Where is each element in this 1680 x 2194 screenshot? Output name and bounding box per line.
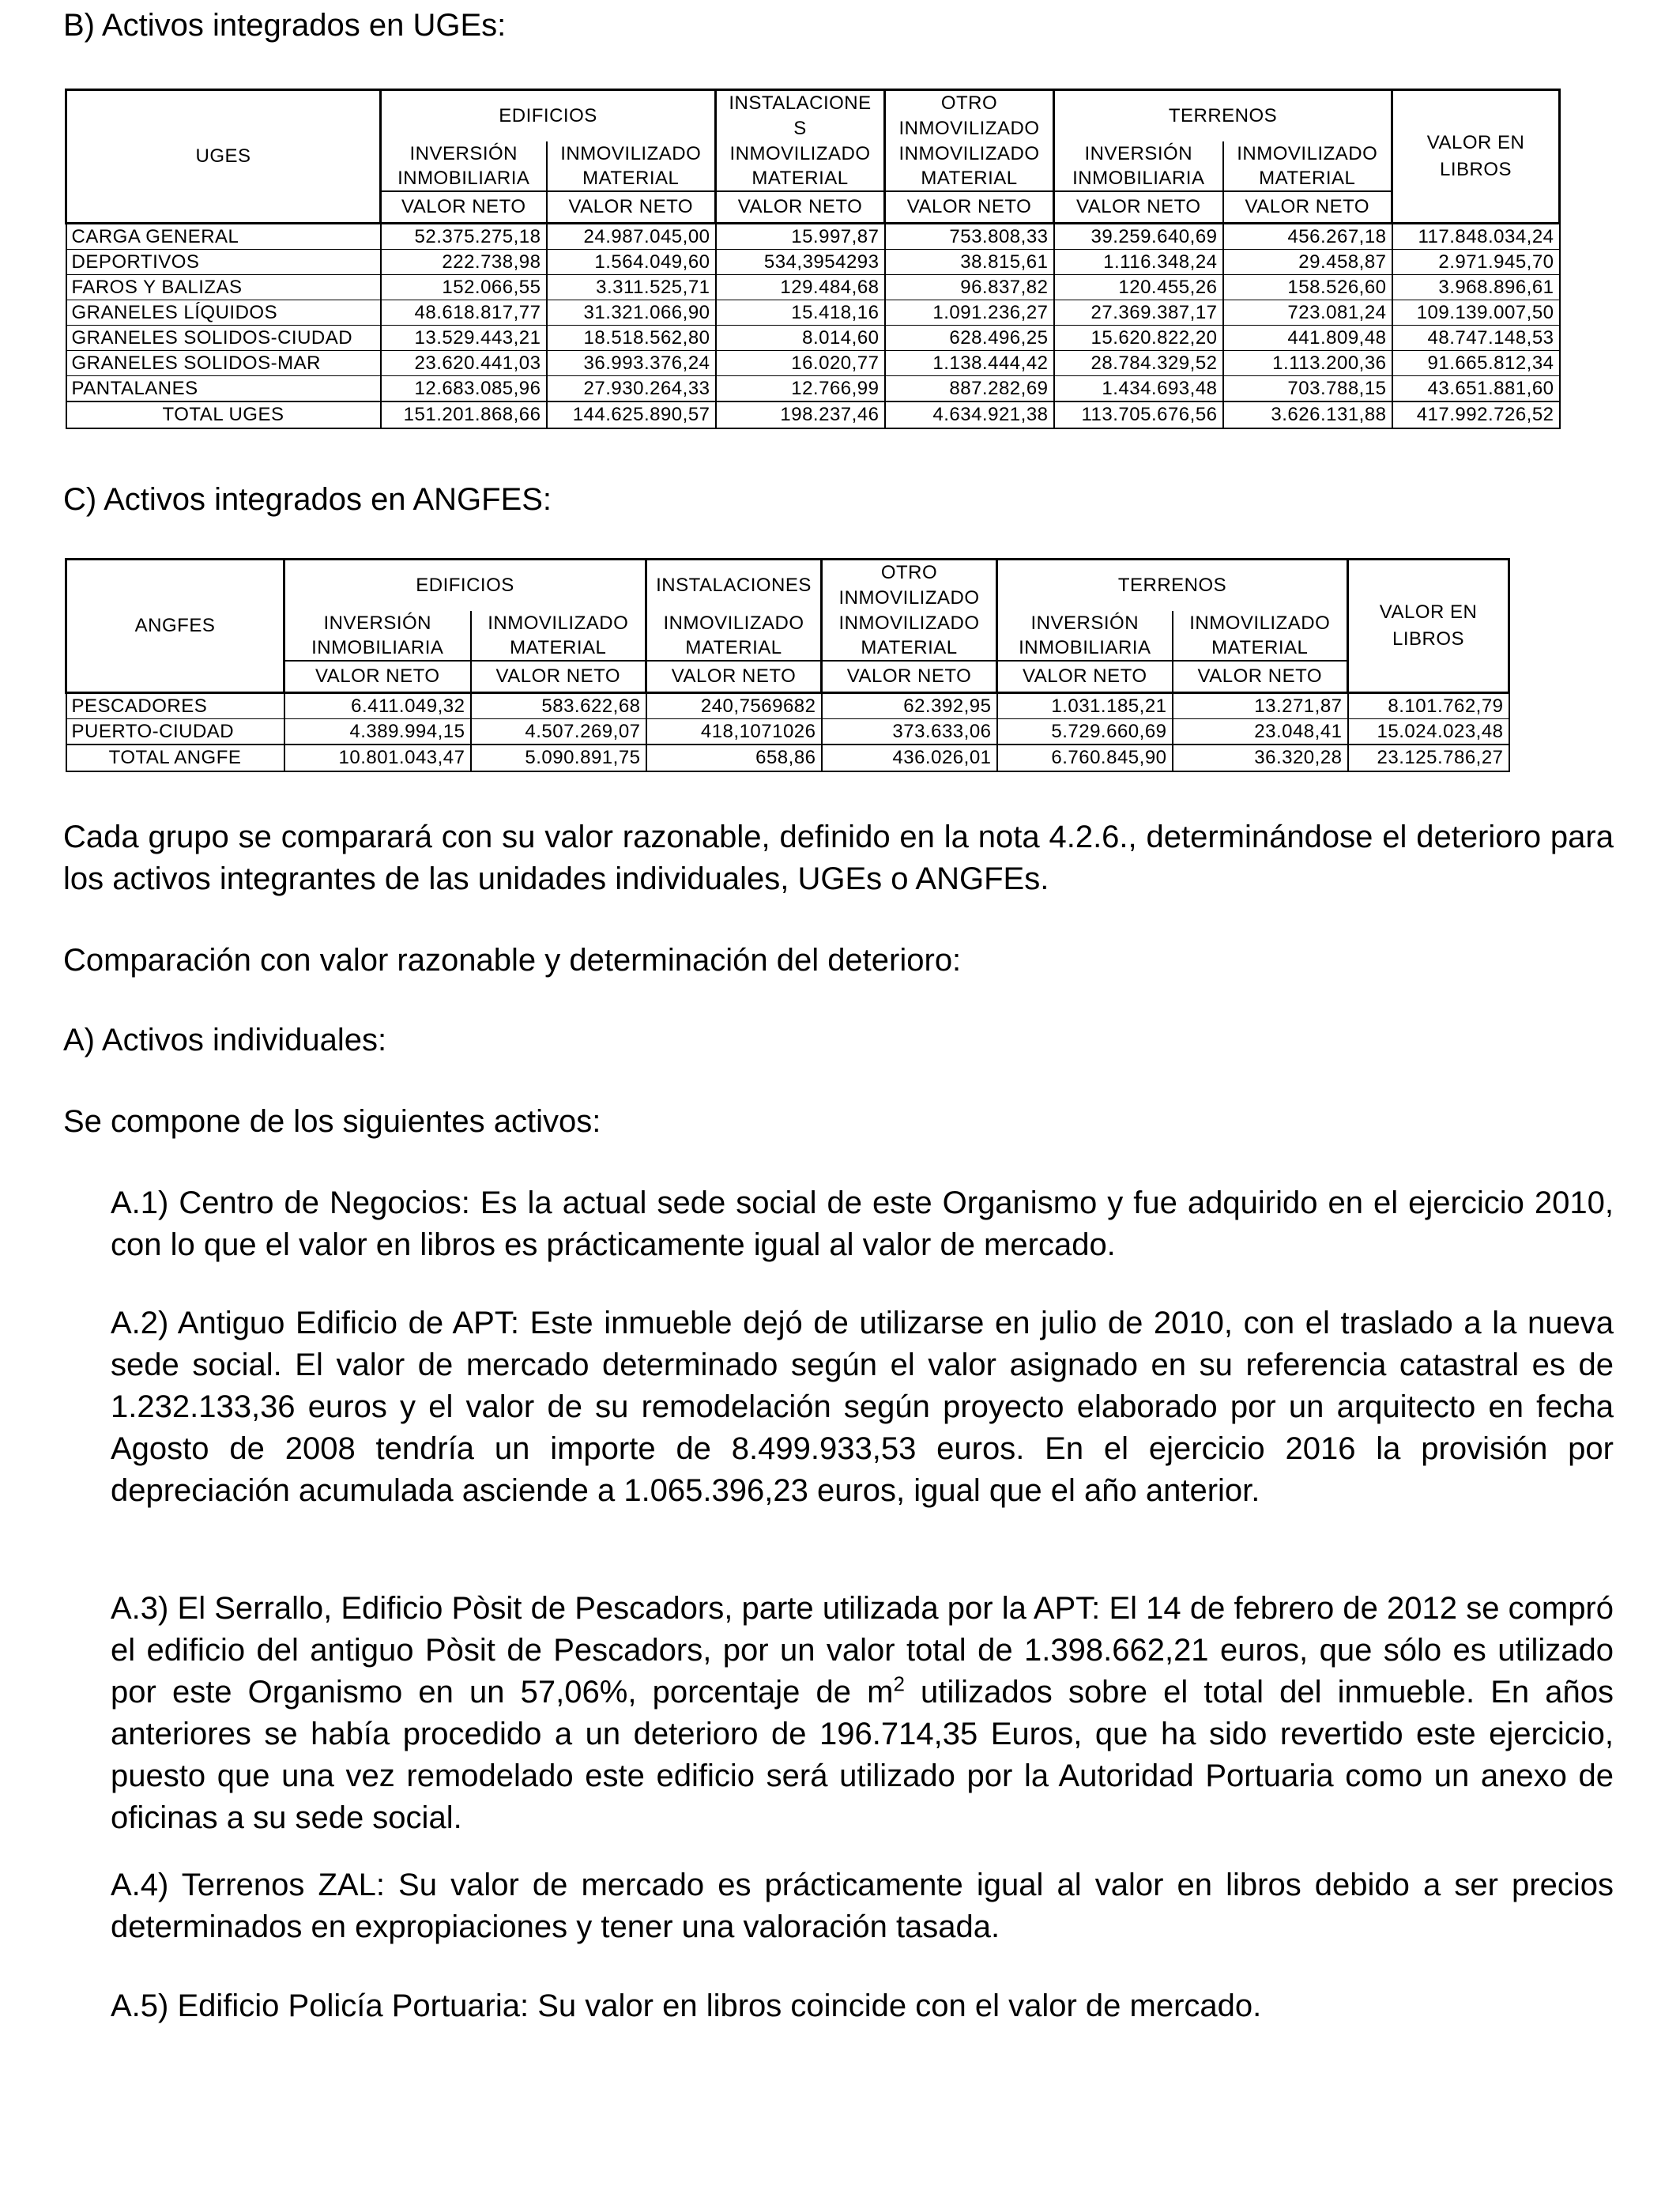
terrenos-header: TERRENOS (1054, 90, 1392, 142)
item-a3-text-part1: A.3) El Serrallo, Edificio Pòsit de Pescadors, parte utilizada por la APT: El 14 de febrero de 2012 se compró el edificio del antiguo Pòsit de Pescadors, por un valor total de 1.398.662,21 euros, que sólo es utilizado por este Organismo en un 57,06%, porcentaje de m (111, 1591, 1614, 1710)
instalaciones-header-line1: INSTALACIONE (729, 92, 872, 114)
inmovilizado-line1: INMOVILIZADO (663, 613, 804, 634)
item-a4-terrenos-zal: A.4) Terrenos ZAL: Su valor de mercado es prácticamente igual al valor en libros debido a ser precios determinados en expropiaciones y tener una valoración tasada. (111, 1868, 1614, 1944)
table-cell: 12.766,99 (716, 376, 885, 402)
uges-row-header: UGES (66, 90, 381, 224)
section-c-title: C) Activos integrados en ANGFES: (63, 482, 552, 517)
table-cell: 1.116.348,24 (1054, 250, 1223, 275)
table-cell: 29.458,87 (1223, 250, 1392, 275)
valor-libros-header-line1: VALOR EN (1426, 132, 1525, 153)
valor-libros-header (1348, 560, 1509, 693)
valor-neto-header: VALOR NETO (885, 191, 1054, 224)
table-cell: 2.971.945,70 (1392, 250, 1560, 275)
table-cell: 373.633,06 (822, 719, 997, 745)
inmovilizado-line1: INMOVILIZADO (488, 613, 629, 634)
inversion-line2: INMOBILIARIA (311, 637, 444, 658)
inmovilizado-line1: INMOVILIZADO (1189, 613, 1331, 634)
table-cell: 28.784.329,52 (1054, 351, 1223, 376)
valor-neto-header: VALOR NETO (997, 661, 1173, 693)
inmovilizado-line1: INMOVILIZADO (898, 143, 1040, 164)
instalaciones-material-header (716, 141, 885, 191)
table-cell: 15.418,16 (716, 300, 885, 326)
table-cell: 27.930.264,33 (547, 376, 716, 402)
table-cell: 23.048,41 (1173, 719, 1348, 745)
table-cell: 96.837,82 (885, 275, 1054, 300)
total-cell: 151.201.868,66 (381, 401, 547, 428)
total-cell: 5.090.891,75 (471, 745, 646, 771)
item-a3-superscript: 2 (893, 1672, 905, 1696)
valor-neto-header: VALOR NETO (547, 191, 716, 224)
inmovilizado-line1: INMOVILIZADO (1237, 143, 1378, 164)
instalaciones-header-line2: S (793, 118, 807, 139)
inversion-line1: INVERSIÓN (1030, 613, 1139, 634)
table-cell: 4.389.994,15 (284, 719, 471, 745)
table-cell: 23.620.441,03 (381, 351, 547, 376)
inversion-line1: INVERSIÓN (1084, 143, 1193, 164)
table-cell: 13.529.443,21 (381, 326, 547, 351)
table-cell: 887.282,69 (885, 376, 1054, 402)
terrenos-header: TERRENOS (997, 560, 1348, 612)
table-cell: 1.434.693,48 (1054, 376, 1223, 402)
terrenos-material-header (1223, 141, 1392, 191)
row-label: PANTALANES (66, 376, 381, 402)
total-row (66, 745, 1509, 771)
paragraph-assets-intro: Se compone de los siguientes activos: (63, 1104, 601, 1139)
table-cell: 16.020,77 (716, 351, 885, 376)
table-row (66, 300, 1560, 326)
table-row (66, 719, 1509, 745)
inversion-inmobiliaria-header (284, 611, 471, 661)
table-cell: 3.968.896,61 (1392, 275, 1560, 300)
total-cell: 10.801.043,47 (284, 745, 471, 771)
table-cell: 1.138.444,42 (885, 351, 1054, 376)
instalaciones-header: INSTALACIONES (646, 560, 822, 612)
row-label: DEPORTIVOS (66, 250, 381, 275)
item-a2-antiguo-edificio: A.2) Antiguo Edificio de APT: Este inmueble dejó de utilizarse en julio de 2010, con el traslado a la nueva sede social. El valor de mercado determinado según el valor asignado en su referencia catastral es de 1.232.133,36 euros y el valor de su remodelación según proyecto elaborado por un arquitecto en fecha Agosto de 2008 tendría un importe de 8.499.933,53 euros. En el ejercicio 2016 la provisión por depreciación acumulada asciende a 1.065.396,23 euros, igual que el año anterior. (111, 1306, 1614, 1508)
item-a3-serrallo (111, 1588, 1614, 1839)
table-cell: 27.369.387,17 (1054, 300, 1223, 326)
row-label: GRANELES LÍQUIDOS (66, 300, 381, 326)
valor-neto-header: VALOR NETO (1173, 661, 1348, 693)
total-cell: 4.634.921,38 (885, 401, 1054, 428)
table-cell: 31.321.066,90 (547, 300, 716, 326)
edificios-header: EDIFICIOS (381, 90, 716, 142)
inmovilizado-material-header (471, 611, 646, 661)
inmovilizado-line1: INMOVILIZADO (560, 143, 702, 164)
item-a1-centro-negocios: A.1) Centro de Negocios: Es la actual sede social de este Organismo y fue adquirido en el ejercicio 2010, con lo que el valor en libros es prácticamente igual al valor de mercado. (111, 1186, 1614, 1262)
terrenos-material-header (1173, 611, 1348, 661)
total-cell: 658,86 (646, 745, 822, 771)
row-label: PESCADORES (66, 693, 284, 719)
row-label: GRANELES SOLIDOS-CIUDAD (66, 326, 381, 351)
table-row (66, 224, 1560, 250)
table-cell: 158.526,60 (1223, 275, 1392, 300)
valor-libros-header-line2: LIBROS (1440, 159, 1512, 180)
item-a5-policia-portuaria: A.5) Edificio Policía Portuaria: Su valor en libros coincide con el valor de mercado. (111, 1989, 1262, 2023)
table-cell: 441.809,48 (1223, 326, 1392, 351)
inmovilizado-material-header (547, 141, 716, 191)
table-cell: 36.993.376,24 (547, 351, 716, 376)
valor-neto-header: VALOR NETO (822, 661, 997, 693)
section-b-title: B) Activos integrados en UGEs: (63, 8, 507, 43)
angfes-row-header: ANGFES (66, 560, 284, 693)
total-cell: 436.026,01 (822, 745, 997, 771)
table-cell: 753.808,33 (885, 224, 1054, 250)
table-cell: 12.683.085,96 (381, 376, 547, 402)
table-cell: 456.267,18 (1223, 224, 1392, 250)
table-cell: 1.564.049,60 (547, 250, 716, 275)
table-cell: 48.747.148,53 (1392, 326, 1560, 351)
valor-libros-header (1392, 90, 1560, 224)
table-cell: 129.484,68 (716, 275, 885, 300)
paragraph-comparison-heading: Comparación con valor razonable y determinación del deterioro: (63, 943, 962, 978)
terrenos-inversion-header (1054, 141, 1223, 191)
valor-libros-header-line1: VALOR EN (1379, 601, 1478, 623)
total-row (66, 401, 1560, 428)
table-cell: 39.259.640,69 (1054, 224, 1223, 250)
otro-header-line1: OTRO (940, 92, 998, 114)
total-cell: 417.992.726,52 (1392, 401, 1560, 428)
table-cell: 534,3954293 (716, 250, 885, 275)
table-cell: 117.848.034,24 (1392, 224, 1560, 250)
table-cell: 13.271,87 (1173, 693, 1348, 719)
paragraph-individual-assets: A) Activos individuales: (63, 1023, 387, 1057)
valor-libros-header-line2: LIBROS (1392, 628, 1465, 650)
total-label: TOTAL ANGFE (66, 745, 284, 771)
row-label: PUERTO-CIUDAD (66, 719, 284, 745)
table-cell: 628.496,25 (885, 326, 1054, 351)
table-row (66, 376, 1560, 402)
valor-neto-header: VALOR NETO (1054, 191, 1223, 224)
table-cell: 152.066,55 (381, 275, 547, 300)
total-cell: 3.626.131,88 (1223, 401, 1392, 428)
material-line2: MATERIAL (861, 637, 958, 658)
uges-table (65, 89, 1561, 429)
otro-material-header (822, 611, 997, 661)
table-cell: 1.031.185,21 (997, 693, 1173, 719)
otro-header (885, 90, 1054, 142)
material-line2: MATERIAL (1211, 637, 1309, 658)
angfes-table (65, 558, 1510, 772)
material-line2: MATERIAL (921, 168, 1018, 189)
table-cell: 18.518.562,80 (547, 326, 716, 351)
table-cell: 48.618.817,77 (381, 300, 547, 326)
inversion-line2: INMOBILIARIA (1072, 168, 1205, 189)
table-row (66, 351, 1560, 376)
valor-neto-header: VALOR NETO (471, 661, 646, 693)
table-row (66, 693, 1509, 719)
table-cell: 15.997,87 (716, 224, 885, 250)
total-label: TOTAL UGES (66, 401, 381, 428)
material-line2: MATERIAL (685, 637, 782, 658)
table-cell: 8.014,60 (716, 326, 885, 351)
material-line2: MATERIAL (1259, 168, 1356, 189)
table-cell: 418,1071026 (646, 719, 822, 745)
valor-neto-header: VALOR NETO (716, 191, 885, 224)
inversion-line2: INMOBILIARIA (1019, 637, 1151, 658)
table-cell: 5.729.660,69 (997, 719, 1173, 745)
table-cell: 52.375.275,18 (381, 224, 547, 250)
inversion-line1: INVERSIÓN (323, 613, 432, 634)
table-cell: 723.081,24 (1223, 300, 1392, 326)
inversion-line2: INMOBILIARIA (397, 168, 530, 189)
instalaciones-header (716, 90, 885, 142)
table-cell: 703.788,15 (1223, 376, 1392, 402)
otro-header-line1: OTRO (880, 562, 938, 583)
table-cell: 15.620.822,20 (1054, 326, 1223, 351)
total-cell: 23.125.786,27 (1348, 745, 1509, 771)
total-cell: 198.237,46 (716, 401, 885, 428)
table-row (66, 326, 1560, 351)
table-row (66, 250, 1560, 275)
inmovilizado-line1: INMOVILIZADO (729, 143, 871, 164)
table-cell: 3.311.525,71 (547, 275, 716, 300)
table-cell: 38.815,61 (885, 250, 1054, 275)
material-line2: MATERIAL (751, 168, 849, 189)
paragraph-comparison-intro: Cada grupo se comparará con su valor razonable, definido en la nota 4.2.6., determinándose el deterioro para los activos integrantes de las unidades individuales, UGEs o ANGFEs. (63, 820, 1614, 896)
table-cell: 222.738,98 (381, 250, 547, 275)
inversion-inmobiliaria-header (381, 141, 547, 191)
table-cell: 15.024.023,48 (1348, 719, 1509, 745)
material-line2: MATERIAL (582, 168, 680, 189)
row-label: GRANELES SOLIDOS-MAR (66, 351, 381, 376)
table-cell: 8.101.762,79 (1348, 693, 1509, 719)
table-cell: 240,7569682 (646, 693, 822, 719)
inversion-line1: INVERSIÓN (409, 143, 518, 164)
valor-neto-header: VALOR NETO (381, 191, 547, 224)
total-cell: 144.625.890,57 (547, 401, 716, 428)
table-cell: 43.651.881,60 (1392, 376, 1560, 402)
inmovilizado-line1: INMOVILIZADO (838, 613, 980, 634)
terrenos-inversion-header (997, 611, 1173, 661)
table-cell: 4.507.269,07 (471, 719, 646, 745)
total-cell: 6.760.845,90 (997, 745, 1173, 771)
row-label: CARGA GENERAL (66, 224, 381, 250)
otro-header (822, 560, 997, 612)
table-cell: 24.987.045,00 (547, 224, 716, 250)
otro-material-header (885, 141, 1054, 191)
item-a3-text-part2: utilizados sobre el total del inmueble. En años anteriores se había procedido a un deterioro de 196.714,35 Euros, que ha sido revertido este ejercicio, puesto que una vez remodelado este edificio será utilizado por la Autoridad Portuaria como un anexo de oficinas a su sede social. (111, 1675, 1614, 1835)
table-cell: 62.392,95 (822, 693, 997, 719)
valor-neto-header: VALOR NETO (646, 661, 822, 693)
table-cell: 120.455,26 (1054, 275, 1223, 300)
table-cell: 1.113.200,36 (1223, 351, 1392, 376)
total-cell: 36.320,28 (1173, 745, 1348, 771)
material-line2: MATERIAL (510, 637, 607, 658)
valor-neto-header: VALOR NETO (284, 661, 471, 693)
instalaciones-material-header (646, 611, 822, 661)
table-cell: 1.091.236,27 (885, 300, 1054, 326)
table-cell: 583.622,68 (471, 693, 646, 719)
edificios-header: EDIFICIOS (284, 560, 646, 612)
table-cell: 109.139.007,50 (1392, 300, 1560, 326)
otro-header-line2: INMOVILIZADO (838, 587, 980, 609)
table-cell: 91.665.812,34 (1392, 351, 1560, 376)
total-cell: 113.705.676,56 (1054, 401, 1223, 428)
otro-header-line2: INMOVILIZADO (898, 118, 1040, 139)
table-cell: 6.411.049,32 (284, 693, 471, 719)
table-row (66, 275, 1560, 300)
row-label: FAROS Y BALIZAS (66, 275, 381, 300)
valor-neto-header: VALOR NETO (1223, 191, 1392, 224)
